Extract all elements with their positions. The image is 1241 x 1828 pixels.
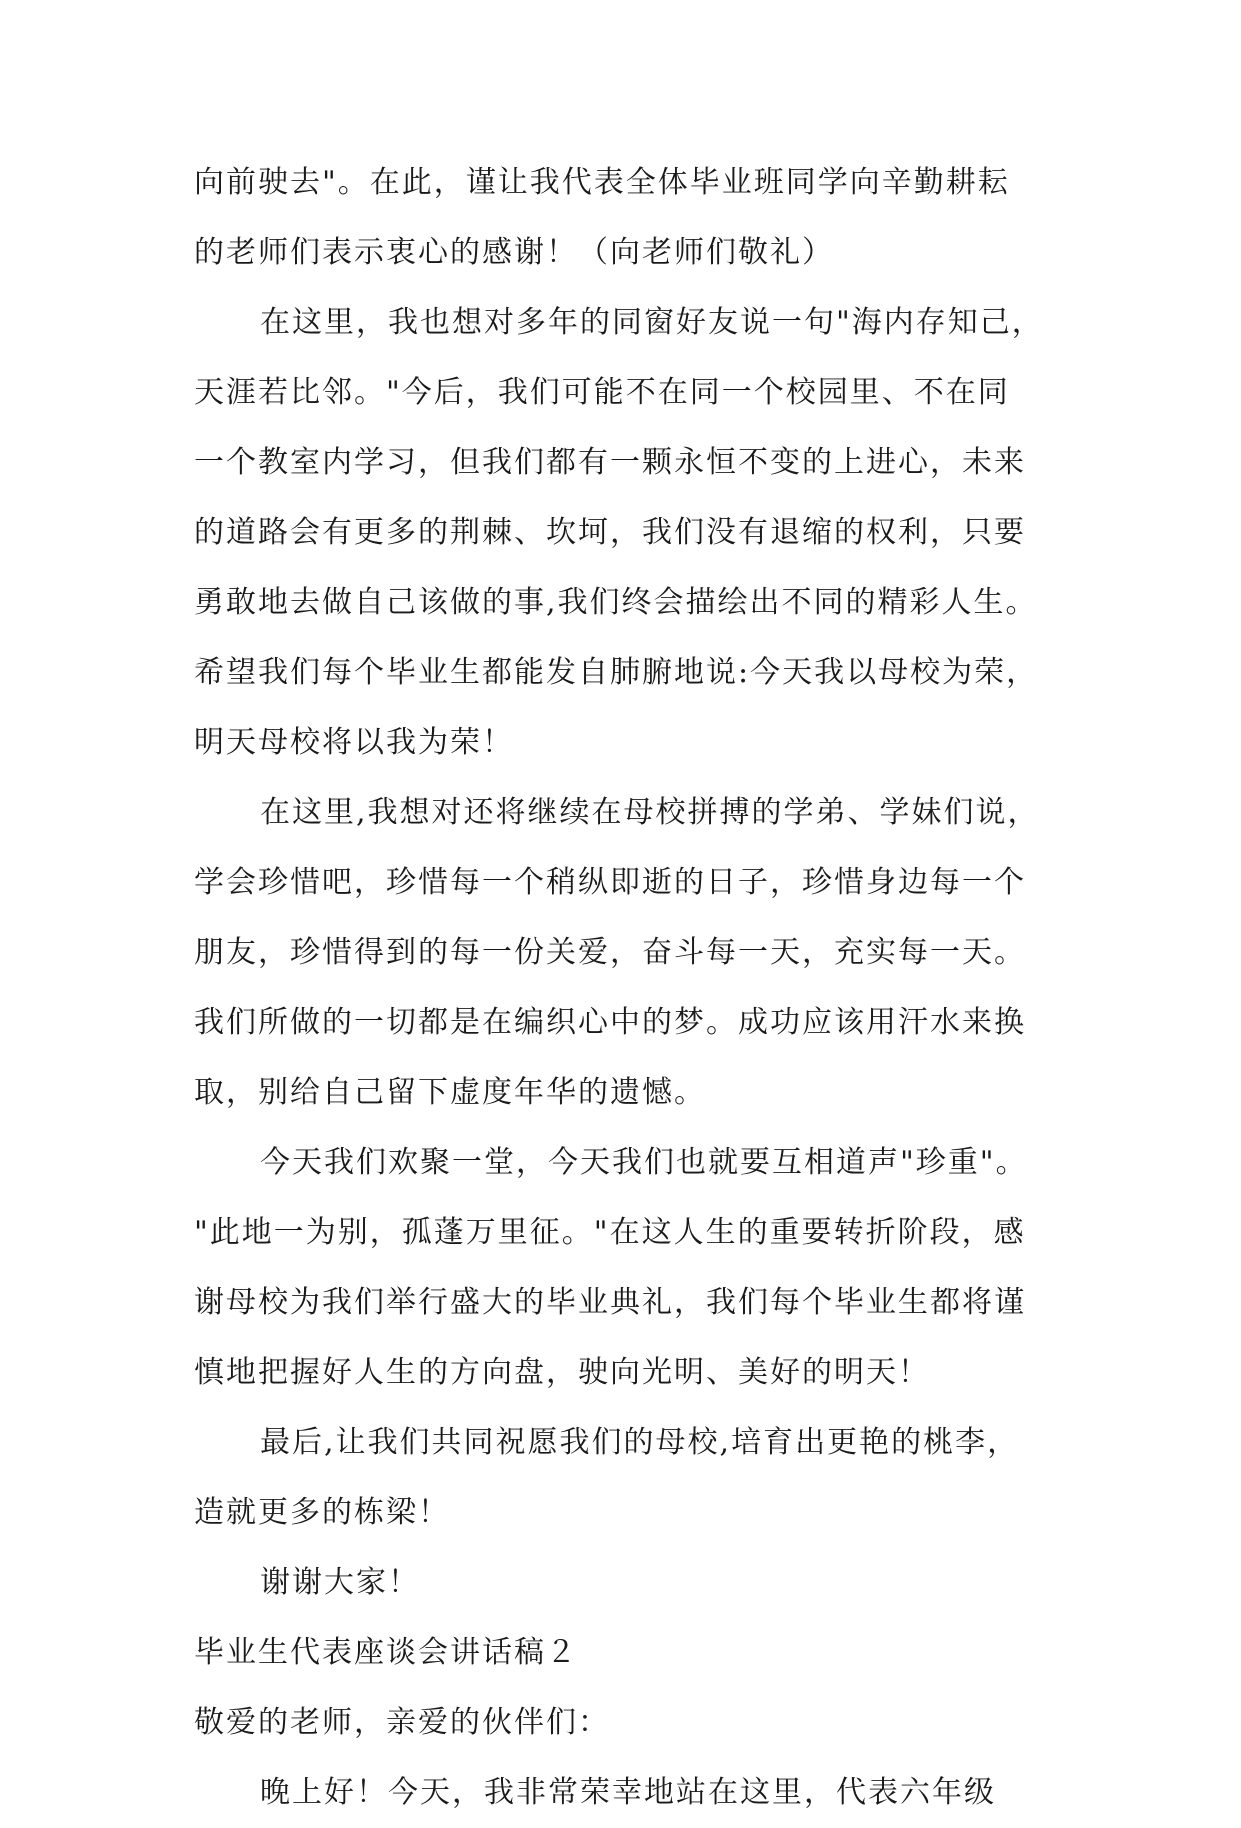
- text-line: 勇敢地去做自己该做的事,我们终会描绘出不同的精彩人生。: [194, 585, 1038, 620]
- text-line: 今天我们欢聚一堂，今天我们也就要互相道声"珍重"。: [260, 1145, 1028, 1180]
- text-line: 一个教室内学习，但我们都有一颗永恒不变的上进心，未来: [194, 445, 1026, 480]
- text-line: 取，别给自己留下虚度年华的遗憾。: [194, 1075, 706, 1110]
- document-body: [194, 148, 1054, 1828]
- text-line: 我们所做的一切都是在编织心中的梦。成功应该用汗水来换: [194, 1005, 1026, 1040]
- text-line: 向前驶去"。在此，谨让我代表全体毕业班同学向辛勤耕耘: [194, 165, 1010, 200]
- text-line: 学会珍惜吧，珍惜每一个稍纵即逝的日子，珍惜身边每一个: [194, 865, 1026, 900]
- text-line: 的老师们表示衷心的感谢！（向老师们敬礼）: [194, 235, 834, 270]
- text-line: 慎地把握好人生的方向盘，驶向光明、美好的明天！: [194, 1355, 930, 1390]
- text-line: 明天母校将以我为荣！: [194, 725, 514, 760]
- text-line: 最后,让我们共同祝愿我们的母校,培育出更艳的桃李，: [260, 1425, 1020, 1460]
- text-line: 敬爱的老师，亲爱的伙伴们：: [194, 1705, 610, 1740]
- text-line: 谢谢大家！: [260, 1565, 420, 1600]
- text-line: 谢母校为我们举行盛大的毕业典礼，我们每个毕业生都将谨: [194, 1285, 1026, 1320]
- text-line: 毕业生代表座谈会讲话稿２: [194, 1635, 578, 1670]
- text-line: 在这里,我想对还将继续在母校拼搏的学弟、学妹们说，: [260, 795, 1040, 830]
- text-line: "此地一为别，孤蓬万里征。"在这人生的重要转折阶段，感: [194, 1215, 1026, 1250]
- text-line: 希望我们每个毕业生都能发自肺腑地说:今天我以母校为荣，: [194, 655, 1039, 690]
- text-line: 的道路会有更多的荆棘、坎坷，我们没有退缩的权利，只要: [194, 515, 1026, 550]
- text-line: 造就更多的栋梁！: [194, 1495, 450, 1530]
- text-line: 朋友，珍惜得到的每一份关爱，奋斗每一天，充实每一天。: [194, 935, 1026, 970]
- text-line: 天涯若比邻。"今后，我们可能不在同一个校园里、不在同: [194, 375, 1010, 410]
- text-line: 在这里，我也想对多年的同窗好友说一句"海内存知己，: [260, 305, 1044, 340]
- text-line: 晚上好！今天，我非常荣幸地站在这里，代表六年级: [260, 1775, 996, 1810]
